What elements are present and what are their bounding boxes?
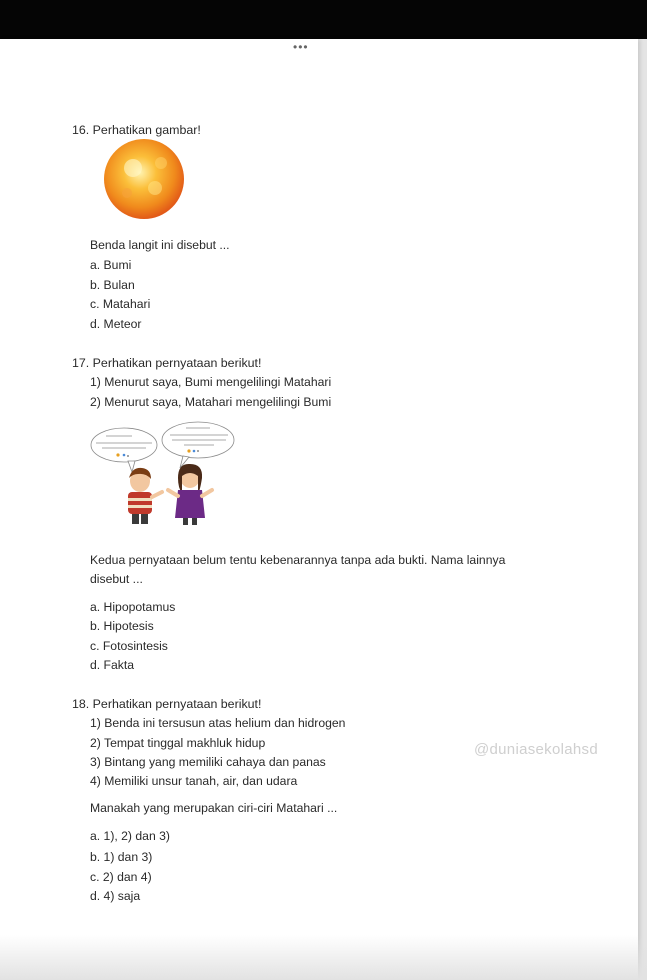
question-17-prompt-line-2: disebut ... bbox=[90, 572, 143, 586]
q17-option-a[interactable]: a. Hipopotamus bbox=[90, 600, 176, 614]
top-black-bar bbox=[0, 0, 647, 39]
watermark: @duniasekolahsd bbox=[474, 741, 598, 758]
q16-option-c[interactable]: c. Matahari bbox=[90, 297, 151, 311]
sun-image bbox=[103, 138, 185, 220]
q17-statement-1: 1) Menurut saya, Bumi mengelilingi Matahari bbox=[90, 375, 332, 389]
q18-option-d[interactable]: d. 4) saja bbox=[90, 889, 141, 903]
q18-statement-2: 2) Tempat tinggal makhluk hidup bbox=[90, 736, 266, 750]
question-17-prompt-line-1: Kedua pernyataan belum tentu kebenarannya tanpa ada bukti. Nama lainnya bbox=[90, 553, 506, 567]
question-18-prompt: Manakah yang merupakan ciri-ciri Matahari ... bbox=[90, 801, 338, 815]
q18-option-a[interactable]: a. 1), 2) dan 3) bbox=[90, 829, 170, 843]
q18-option-b[interactable]: b. 1) dan 3) bbox=[90, 850, 153, 864]
q17-statement-2: 2) Menurut saya, Matahari mengelilingi Bumi bbox=[90, 395, 332, 409]
question-16-prompt: Benda langit ini disebut ... bbox=[90, 238, 230, 252]
q18-option-c[interactable]: c. 2) dan 4) bbox=[90, 870, 152, 884]
q16-option-b[interactable]: b. Bulan bbox=[90, 278, 135, 292]
q18-statement-3: 3) Bintang yang memiliki cahaya dan panas bbox=[90, 755, 326, 769]
more-options-dots[interactable]: ••• bbox=[293, 40, 309, 54]
q18-statement-1: 1) Benda ini tersusun atas helium dan hidrogen bbox=[90, 716, 346, 730]
question-16-title: 16. Perhatikan gambar! bbox=[72, 123, 201, 137]
q16-option-a[interactable]: a. Bumi bbox=[90, 258, 132, 272]
question-17-title: 17. Perhatikan pernyataan berikut! bbox=[72, 356, 262, 370]
two-children-illustration bbox=[88, 418, 240, 526]
q17-option-c[interactable]: c. Fotosintesis bbox=[90, 639, 168, 653]
question-18-title: 18. Perhatikan pernyataan berikut! bbox=[72, 697, 262, 711]
q17-option-b[interactable]: b. Hipotesis bbox=[90, 619, 154, 633]
q17-option-d[interactable]: d. Fakta bbox=[90, 658, 135, 672]
q18-statement-4: 4) Memiliki unsur tanah, air, dan udara bbox=[90, 774, 298, 788]
q16-option-d[interactable]: d. Meteor bbox=[90, 317, 142, 331]
bottom-fade bbox=[0, 935, 647, 980]
